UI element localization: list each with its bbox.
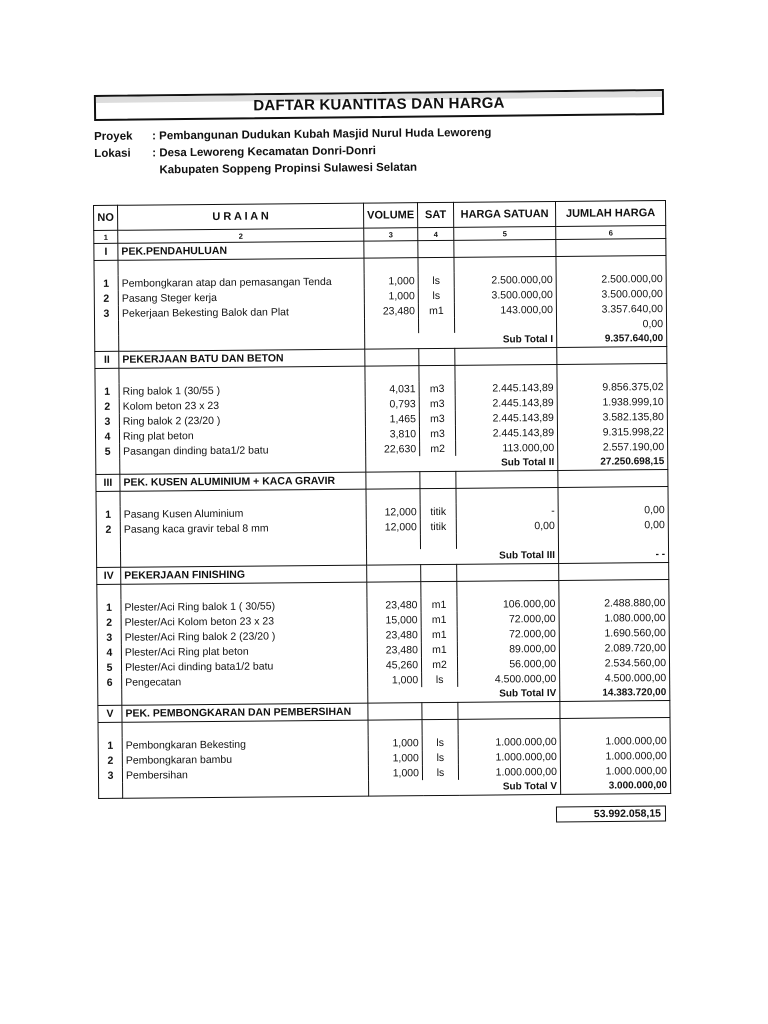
item-number: 2 [97,615,121,630]
header-sat: SAT [417,202,453,227]
item-total-price: 2.500.000,00 [556,271,666,287]
empty-cell [419,365,455,381]
item-volume: 1,000 [364,273,418,288]
empty-cell [455,347,557,365]
section-title: PEKERJAAN FINISHING [121,565,367,584]
index-cell: 3 [364,228,418,241]
item-total-price [558,532,668,548]
empty-cell [454,239,556,257]
empty-cell [418,257,454,273]
item-total-price: 2.557.190,00 [558,439,668,455]
item-number: 1 [95,384,119,399]
item-total-price: 9.856.375,02 [557,379,667,395]
empty-cell [456,470,558,488]
item-total-price: 1.000.000,00 [560,748,670,764]
empty-cell [559,579,669,595]
item-total-price: 4.500.000,00 [560,670,670,686]
section-number: V [98,705,122,722]
item-description: Pembongkaran bambu [122,751,368,768]
item-volume: 23,480 [367,642,421,657]
item-volume: 23,480 [367,597,421,612]
item-unit [420,534,456,549]
empty-cell [556,256,666,272]
item-total-price: 2.534.560,00 [559,655,669,671]
item-unit-price: 113.000,00 [456,440,558,456]
empty-cell [418,240,454,257]
empty-cell [456,487,558,503]
item-number: 4 [97,645,121,660]
lokasi-value: : Desa Leworeng Kecamatan Donri-Donri [152,144,376,159]
item-volume: 3,810 [365,426,419,441]
item-unit: m1 [421,612,457,627]
item-unit-price: 2.445.143,89 [455,410,557,426]
empty-cell [368,720,422,736]
item-total-price: 1.000.000,00 [560,733,670,749]
empty-cell [458,718,560,734]
item-description: Ring balok 1 (30/55 ) [119,382,365,399]
item-volume: 15,000 [367,612,421,627]
lokasi-label: Lokasi [94,147,131,160]
item-description: Plester/Aci Ring balok 1 ( 30/55) [121,598,367,615]
item-volume: 4,031 [365,381,419,396]
index-cell: 5 [454,226,556,240]
document-title: DAFTAR KUANTITAS DAN HARGA [253,94,505,115]
empty-cell [98,690,122,706]
item-unit-price: 2.500.000,00 [454,272,556,288]
item-unit-price [454,317,556,333]
item-total-price: 3.582.135,80 [557,409,667,425]
item-description: Plester/Aci Ring plat beton [121,643,367,660]
item-unit: titik [420,504,456,519]
empty-cell [557,363,667,379]
empty-cell [457,563,559,581]
empty-cell [457,580,559,596]
item-unit-price [456,533,558,549]
item-unit: m3 [419,381,455,396]
item-unit: m2 [420,441,456,456]
subtotal-label: Sub Total II [366,455,558,472]
item-total-price: 0,00 [558,517,668,533]
item-number: 6 [98,675,122,690]
item-number: 2 [94,291,118,306]
item-description: Plester/Aci dinding bata1/2 batu [121,658,367,675]
section-number: II [95,351,119,368]
project-info [94,123,580,179]
item-total-price: 2.488.880,00 [559,595,669,611]
empty-cell [558,486,668,502]
item-description: Ring plat beton [119,427,365,444]
section-number: III [96,474,120,491]
subtotal-label: Sub Total III [367,548,559,565]
item-unit-price: 2.445.143,89 [455,380,557,396]
section-number: I [94,243,118,260]
item-number: 1 [96,507,120,522]
item-description: Pekerjaan Bekesting Balok dan Plat [118,304,364,321]
item-unit-price: 106.000,00 [457,596,559,612]
section-title: PEK. PEMBONGKARAN DAN PEMBERSIHAN [122,703,368,722]
section-title: PEK. KUSEN ALUMINIUM + KACA GRAVIR [120,472,366,491]
item-total-price: 1.080.000,00 [559,610,669,626]
item-total-price: 3.357.640,00 [556,301,666,317]
item-unit-price: 3.500.000,00 [454,287,556,303]
empty-cell [421,581,457,597]
index-cell: 1 [94,230,118,243]
section-title: PEK.PENDAHULUAN [118,241,364,260]
item-total-price: 0,00 [556,316,666,332]
empty-cell [367,582,421,598]
item-number: 1 [98,738,122,753]
header-volume: VOLUME [363,203,417,228]
item-number: 5 [96,444,120,459]
empty-cell [98,722,122,738]
item-total-price: 1.690.560,00 [559,625,669,641]
item-unit-price: 4.500.000,00 [458,671,560,687]
item-total-price: 1.000.000,00 [560,763,670,779]
item-volume: 1,000 [364,288,418,303]
item-unit-price: 143.000,00 [454,302,556,318]
item-volume: 23,480 [364,303,418,318]
subtotal-value: 3.000.000,00 [561,778,671,794]
item-unit-price: 72.000,00 [457,626,559,642]
item-description: Pasang kaca gravir tebal 8 mm [120,520,366,537]
item-unit-price: 1.000.000,00 [458,749,560,765]
empty-cell [365,366,419,382]
empty-cell [420,488,456,504]
item-volume: 22,630 [366,441,420,456]
item-number: 2 [96,522,120,537]
empty-cell [99,783,123,799]
subtotal-label: Sub Total IV [368,686,560,703]
item-total-price: 2.089.720,00 [559,640,669,656]
item-unit: m1 [421,627,457,642]
empty-cell [455,364,557,380]
item-unit-price: 89.000,00 [457,641,559,657]
proyek-value: : Pembangunan Dudukan Kubah Masjid Nurul Huda Leworeng [152,126,492,142]
item-number [96,537,120,552]
item-description: Pengecatan [122,673,368,690]
item-number: 1 [97,600,121,615]
empty-cell [419,348,455,365]
empty-cell [94,260,118,276]
item-unit: m3 [419,426,455,441]
empty-cell [365,349,419,366]
empty-cell [557,346,667,364]
lokasi-value-2: Kabupaten Soppeng Propinsi Sulawesi Selatan [159,161,418,176]
item-unit: titik [420,519,456,534]
empty-cell [123,781,369,799]
item-volume: 1,000 [368,735,422,750]
item-description: Pasang Kusen Aluminium [120,505,366,522]
section-title: PEKERJAAN BATU DAN BETON [119,349,365,368]
item-number: 1 [94,276,118,291]
section-number: IV [97,567,121,584]
item-volume [366,534,420,549]
item-unit: m3 [419,396,455,411]
empty-cell [366,489,420,505]
item-number: 2 [95,399,119,414]
item-unit: m1 [421,642,457,657]
item-unit [418,318,454,333]
empty-cell [366,472,420,489]
item-description: Pembongkaran atap dan pemasangan Tenda [118,274,364,291]
empty-cell [97,552,121,568]
item-number: 5 [97,660,121,675]
item-unit: m1 [418,303,454,318]
empty-cell [458,701,560,719]
empty-cell [367,565,421,582]
title-box [94,89,664,121]
item-unit: ls [422,750,458,765]
subtotal-label: Sub Total V [369,779,561,796]
item-unit: ls [422,765,458,780]
item-volume: 12,000 [366,504,420,519]
subtotal-value: - - [559,547,669,563]
item-volume: 1,465 [365,411,419,426]
index-cell: 2 [118,228,364,243]
proyek-label: Proyek [94,130,133,143]
empty-cell [95,336,119,352]
item-total-price: 1.938.999,10 [557,394,667,410]
item-unit-price: 0,00 [456,518,558,534]
item-unit-price: 56.000,00 [457,656,559,672]
item-number: 3 [97,630,121,645]
empty-cell [421,564,457,581]
grand-total: 53.992.058,15 [556,806,666,823]
empty-cell [454,256,556,272]
item-unit: ls [422,672,458,687]
subtotal-label: Sub Total I [365,332,557,349]
item-volume: 1,000 [368,750,422,765]
empty-cell [364,258,418,274]
empty-cell [364,241,418,258]
item-unit-price: - [456,503,558,519]
item-volume [365,318,419,333]
empty-cell [95,368,119,384]
item-number: 4 [95,429,119,444]
subtotal-value: 27.250.698,15 [558,454,668,470]
item-unit: m3 [419,411,455,426]
empty-cell [560,700,670,718]
empty-cell [559,562,669,580]
header-uraian: U R A I A N [118,203,364,230]
item-unit: ls [418,273,454,288]
quantity-price-table [93,200,671,799]
empty-cell [422,719,458,735]
quantity-price-table-wrapper [93,200,670,823]
empty-cell [560,717,670,733]
item-unit: ls [422,735,458,750]
item-description: Kolom beton 23 x 23 [119,397,365,414]
item-unit-price: 2.445.143,89 [455,395,557,411]
item-unit: ls [418,288,454,303]
item-unit-price: 1.000.000,00 [458,764,560,780]
empty-cell [422,702,458,719]
item-description: Plester/Aci Kolom beton 23 x 23 [121,613,367,630]
empty-cell [420,471,456,488]
item-unit-price: 2.445.143,89 [455,425,557,441]
empty-cell [96,491,120,507]
header-jumlah-harga: JUMLAH HARGA [555,201,665,227]
empty-cell [558,469,668,487]
table-body [94,226,671,799]
item-volume: 23,480 [367,627,421,642]
item-volume: 0,793 [365,396,419,411]
item-description: Pasangan dinding bata1/2 batu [120,442,366,459]
item-number: 3 [98,768,122,783]
item-volume: 1,000 [368,672,422,687]
item-description: Ring balok 2 (23/20 ) [119,412,365,429]
subtotal-value: 9.357.640,00 [557,331,667,347]
item-number: 2 [98,753,122,768]
item-unit: m2 [421,657,457,672]
header-no: NO [94,205,118,230]
item-description: Pembongkaran Bekesting [122,736,368,753]
header-harga-satuan: HARGA SATUAN [453,201,555,227]
item-volume: 1,000 [368,765,422,780]
item-volume: 45,260 [367,657,421,672]
item-number: 3 [95,414,119,429]
item-description: Plester/Aci Ring balok 2 (23/20 ) [121,628,367,645]
item-total-price: 0,00 [558,502,668,518]
item-description: Pasang Steger kerja [118,289,364,306]
subtotal-value: 14.383.720,00 [560,685,670,701]
empty-cell [96,459,120,475]
item-number: 3 [94,306,118,321]
item-total-price: 3.500.000,00 [556,286,666,302]
empty-cell [368,703,422,720]
index-cell: 6 [556,226,666,240]
empty-cell [556,239,666,257]
item-total-price: 9.315.998,22 [557,424,667,440]
item-volume: 12,000 [366,519,420,534]
index-cell: 4 [418,227,454,240]
item-number [95,321,119,336]
empty-cell [97,584,121,600]
item-unit-price: 1.000.000,00 [458,734,560,750]
item-unit-price: 72.000,00 [457,611,559,627]
item-unit: m1 [421,597,457,612]
item-description: Pembersihan [122,766,368,783]
